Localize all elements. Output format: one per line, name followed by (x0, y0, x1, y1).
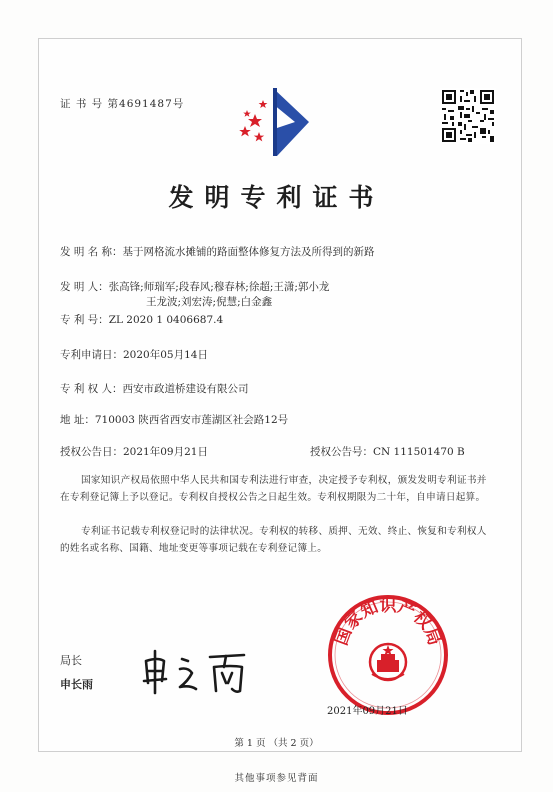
inventor-value-line1: 张高锋;师瑞军;段春风;穆春林;徐超;王潇;郭小龙 (108, 281, 330, 293)
patent-no-row (60, 313, 223, 327)
filing-date-label: 专利申请日： (60, 349, 123, 361)
seal-date: 2021年09月21日 (327, 706, 408, 717)
filing-date-value: 2020年05月14日 (123, 349, 208, 361)
invention-name-label: 发 明 名 称： (60, 246, 123, 258)
invention-name-row (60, 245, 375, 259)
address-row (60, 413, 288, 427)
patent-no-label: 专 利 号： (60, 314, 109, 326)
grant-date-value: 2021年09月21日 (123, 446, 208, 458)
signature-name: 申长雨 (60, 678, 93, 691)
page-indicator: 第 1 页 （共 2 页） (234, 738, 319, 749)
grant-statement-paragraph: 国家知识产权局依照中华人民共和国专利法进行审查，决定授予专利权，颁发发明专利证书并在专利登记簿上予以登记。专利权自授权公告之日起生效。专利权期限为二十年，自申请日起算。 (60, 475, 487, 503)
signature-role: 局长 (60, 654, 82, 667)
certificate-title: 发明专利证书 (168, 183, 385, 212)
inventor-label: 发 明 人： (60, 281, 109, 293)
cnipa-logo-icon (233, 82, 323, 166)
address-value: 710003 陕西省西安市莲湖区社会路12号 (94, 414, 289, 426)
filing-date-row (60, 348, 208, 362)
patentee-row (60, 382, 249, 396)
seal-text: 国家知识产权局 (331, 595, 445, 649)
legal-status-paragraph: 专利证书记载专利权登记时的法律状况。专利权的转移、质押、无效、终止、恢复和专利权人的姓名或名称、国籍、地址变更等事项记载在专利登记簿上。 (60, 526, 487, 554)
grant-date-label: 授权公告日： (60, 446, 123, 458)
inventor-row (60, 280, 329, 294)
grant-date-row (60, 445, 208, 459)
certificate-number: 证 书 号 第4691487号 (60, 98, 185, 110)
address-label: 地 址： (60, 414, 95, 426)
grant-no-label: 授权公告号： (310, 446, 373, 458)
footer-note: 其他事项参见背面 (234, 773, 319, 784)
grant-no-value: CN 111501470 B (373, 446, 465, 458)
patent-no-value: ZL 2020 1 0406687.4 (108, 314, 224, 326)
grant-no-row (310, 445, 465, 459)
qr-code-icon (440, 88, 496, 144)
inventor-value-line2: 王龙波;刘宏涛;倪慧;白金鑫 (146, 296, 273, 308)
patentee-value: 西安市政道桥建设有限公司 (122, 383, 249, 395)
handwritten-signature-icon (140, 647, 260, 701)
invention-name-value: 基于网格流水摊铺的路面整体修复方法及所得到的新路 (122, 246, 375, 258)
patentee-label: 专 利 权 人： (60, 383, 123, 395)
svg-text:国家知识产权局 (332, 596, 445, 648)
